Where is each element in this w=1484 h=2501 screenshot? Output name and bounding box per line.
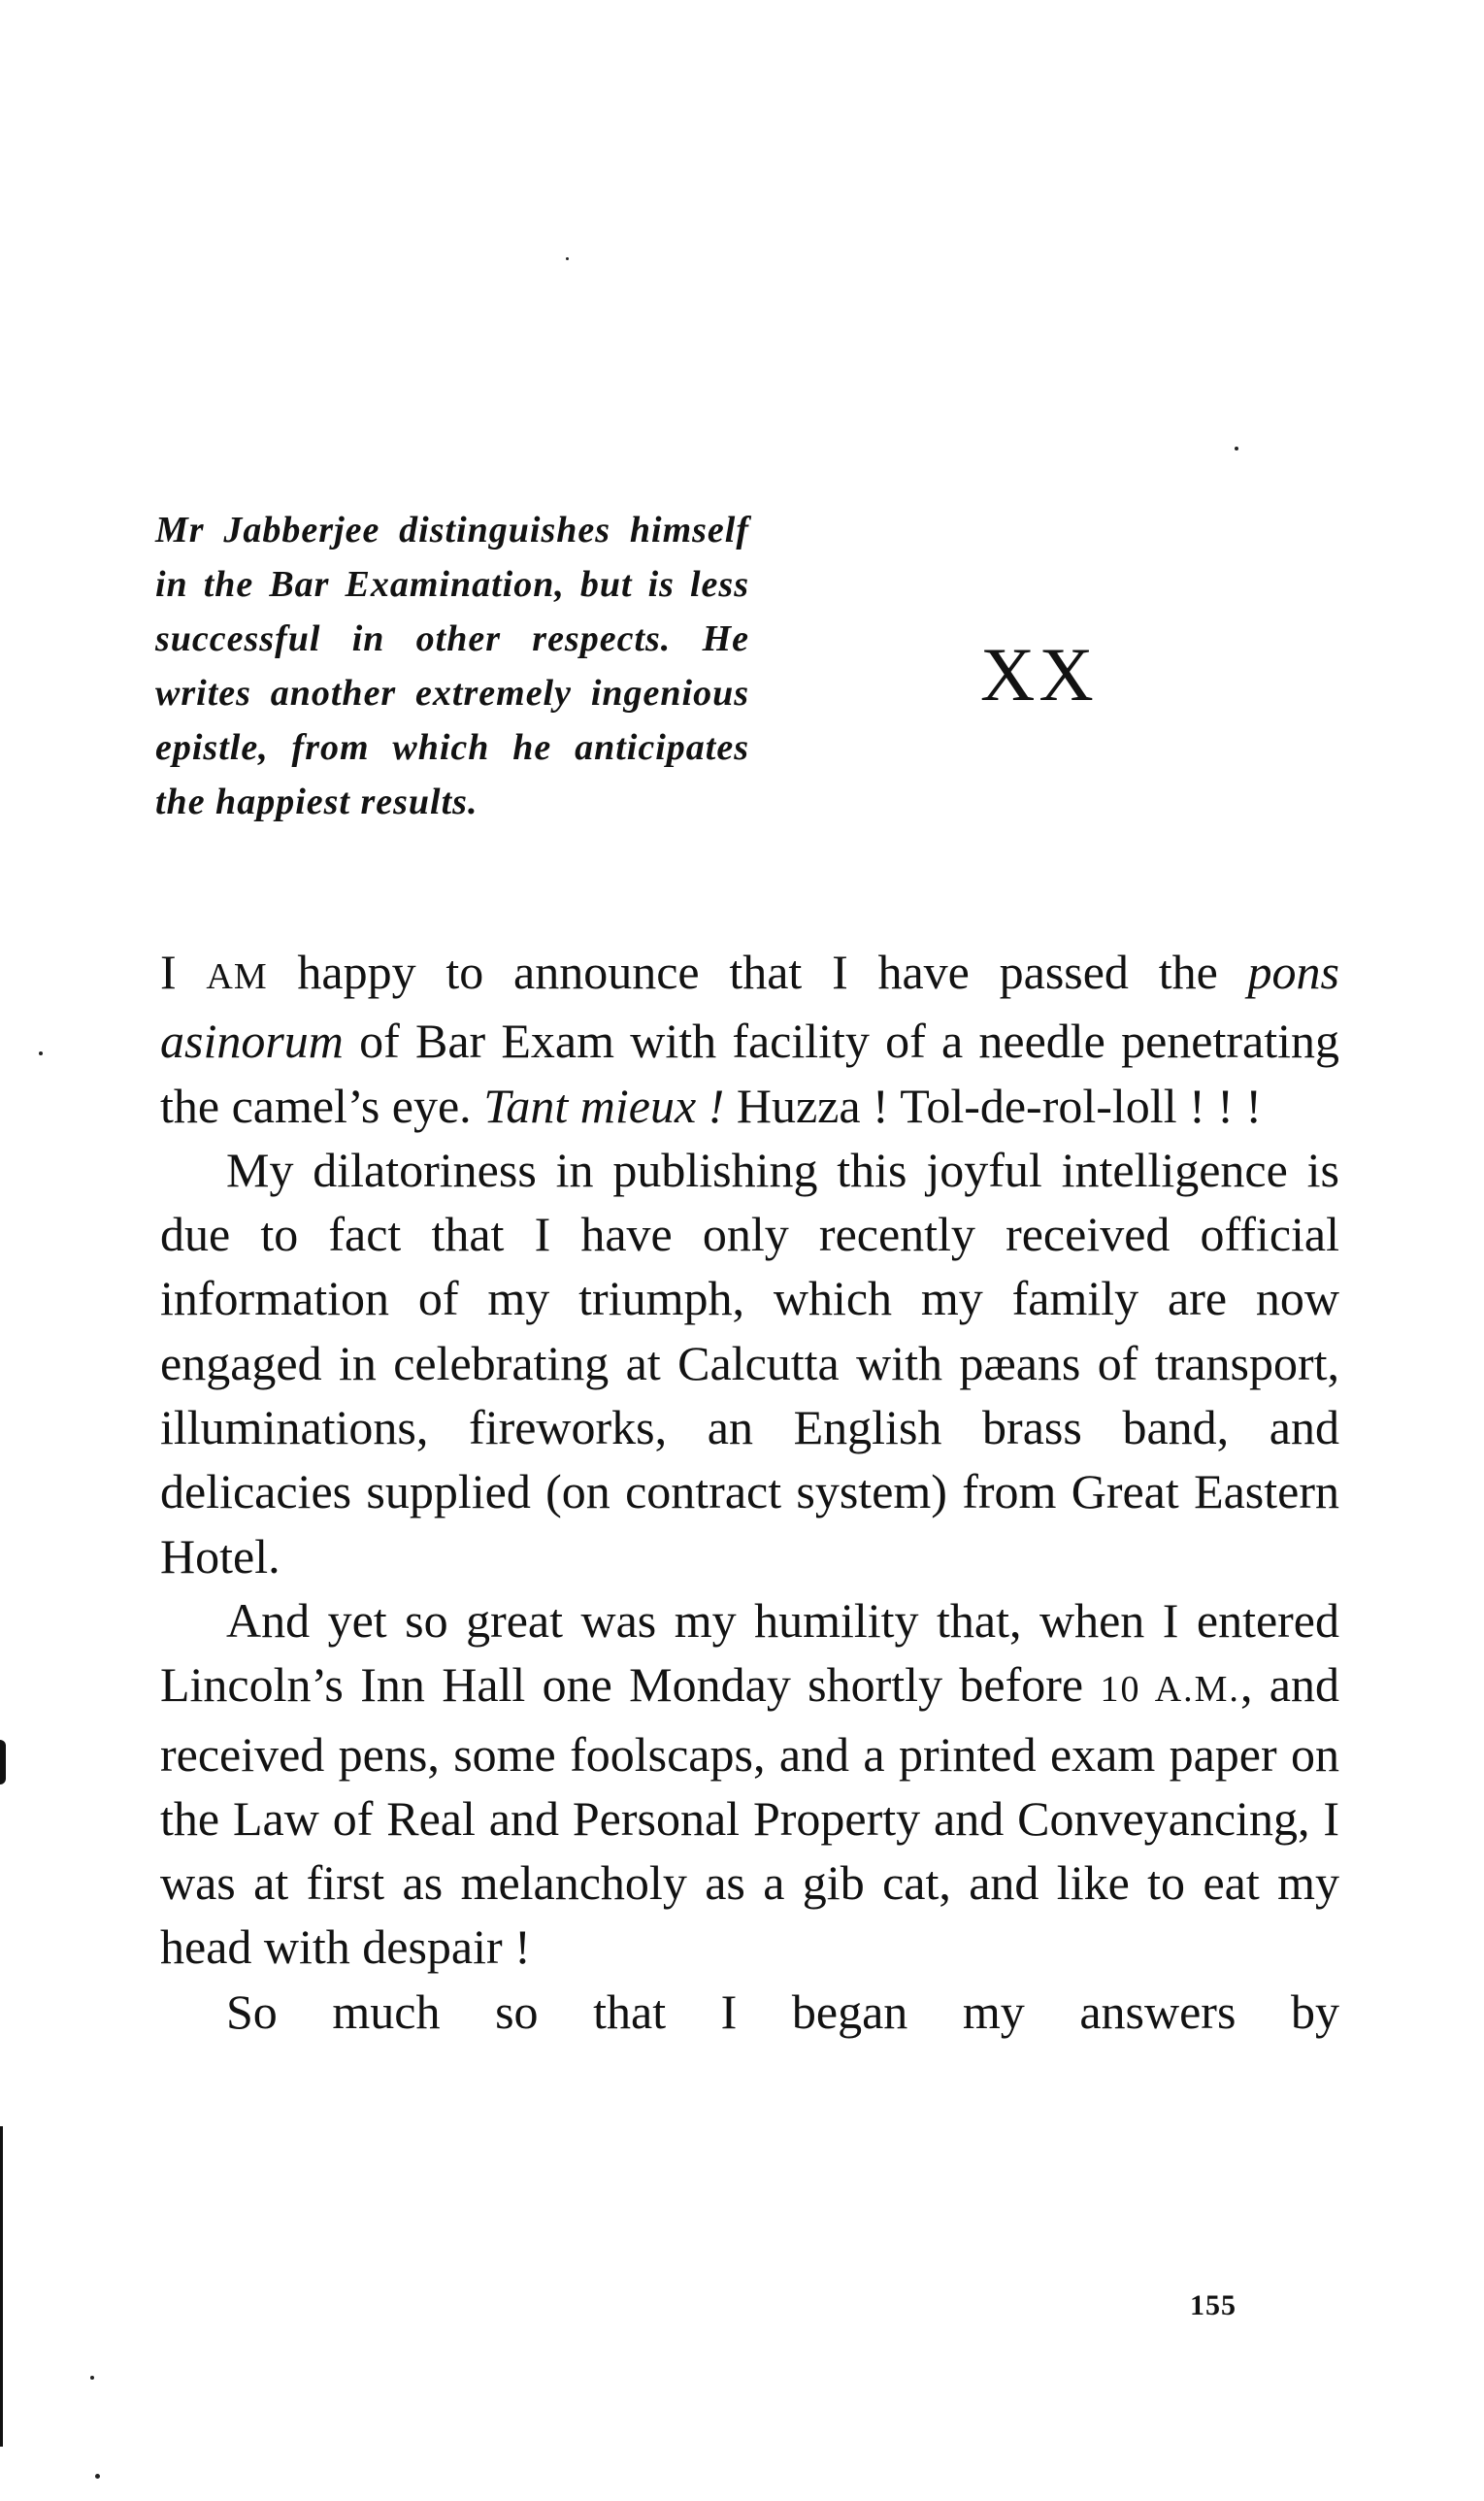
scan-speck xyxy=(90,2376,94,2380)
binding-edge-mark xyxy=(0,1740,6,1784)
smallcaps-run: AM xyxy=(206,956,268,997)
page-number: 155 xyxy=(1190,2289,1237,2321)
text-run: I xyxy=(160,945,207,999)
scan-speck xyxy=(39,1051,43,1055)
paragraph xyxy=(160,1588,1339,1980)
text-run: And yet so great was my humility that, when I entered Lincoln’s Inn Hall one Monday shortly before xyxy=(160,1592,1339,1713)
paragraph xyxy=(160,1138,1339,1588)
text-run: Huzza ! Tol-de-rol-loll ! ! ! xyxy=(724,1078,1263,1133)
text-run: So much so that I began my answers by xyxy=(226,1984,1339,2039)
binding-edge-line xyxy=(0,2126,3,2447)
text-run: , and received pens, some foolscaps, and a printed exam paper on the Law of Real and Personal Property and Conveyancing, I was at first as melancholy as a gib cat, and like to eat my head with despair ! xyxy=(160,1657,1339,1975)
text-run: happy to announce that I have passed the xyxy=(267,945,1248,999)
scan-speck xyxy=(1235,447,1238,450)
chapter-argument: Mr Jabberjee distinguishes himself in the Bar Examination, but is less successful in other respects. He writes another extremely ingenious epistle, from which he anticipates the happiest results. xyxy=(155,510,749,822)
chapter-number: XX xyxy=(980,632,1098,717)
text-run: of Bar Exam with facility of a needle penetrating the camel’s eye. xyxy=(160,1014,1339,1133)
time-run: 10 A.M. xyxy=(1100,1669,1240,1711)
italic-run: Tant mieux ! xyxy=(483,1078,725,1133)
chapter-body xyxy=(160,940,1339,2044)
paragraph xyxy=(160,940,1339,1138)
paragraph xyxy=(160,1980,1339,2044)
italic-run: pons asinorum xyxy=(160,945,1340,1069)
scan-speck xyxy=(566,257,569,260)
scan-speck xyxy=(95,2474,100,2479)
text-run: My dilatoriness in publishing this joyful intelligence is due to fact that I have only recently received official information of my triumph, which my family are now engaged in celebrating at Calcutta with pæans of transport, illuminations, fireworks, an English brass band, and delicacies supplied (on contract system) from Great Eastern Hotel. xyxy=(160,1142,1339,1584)
